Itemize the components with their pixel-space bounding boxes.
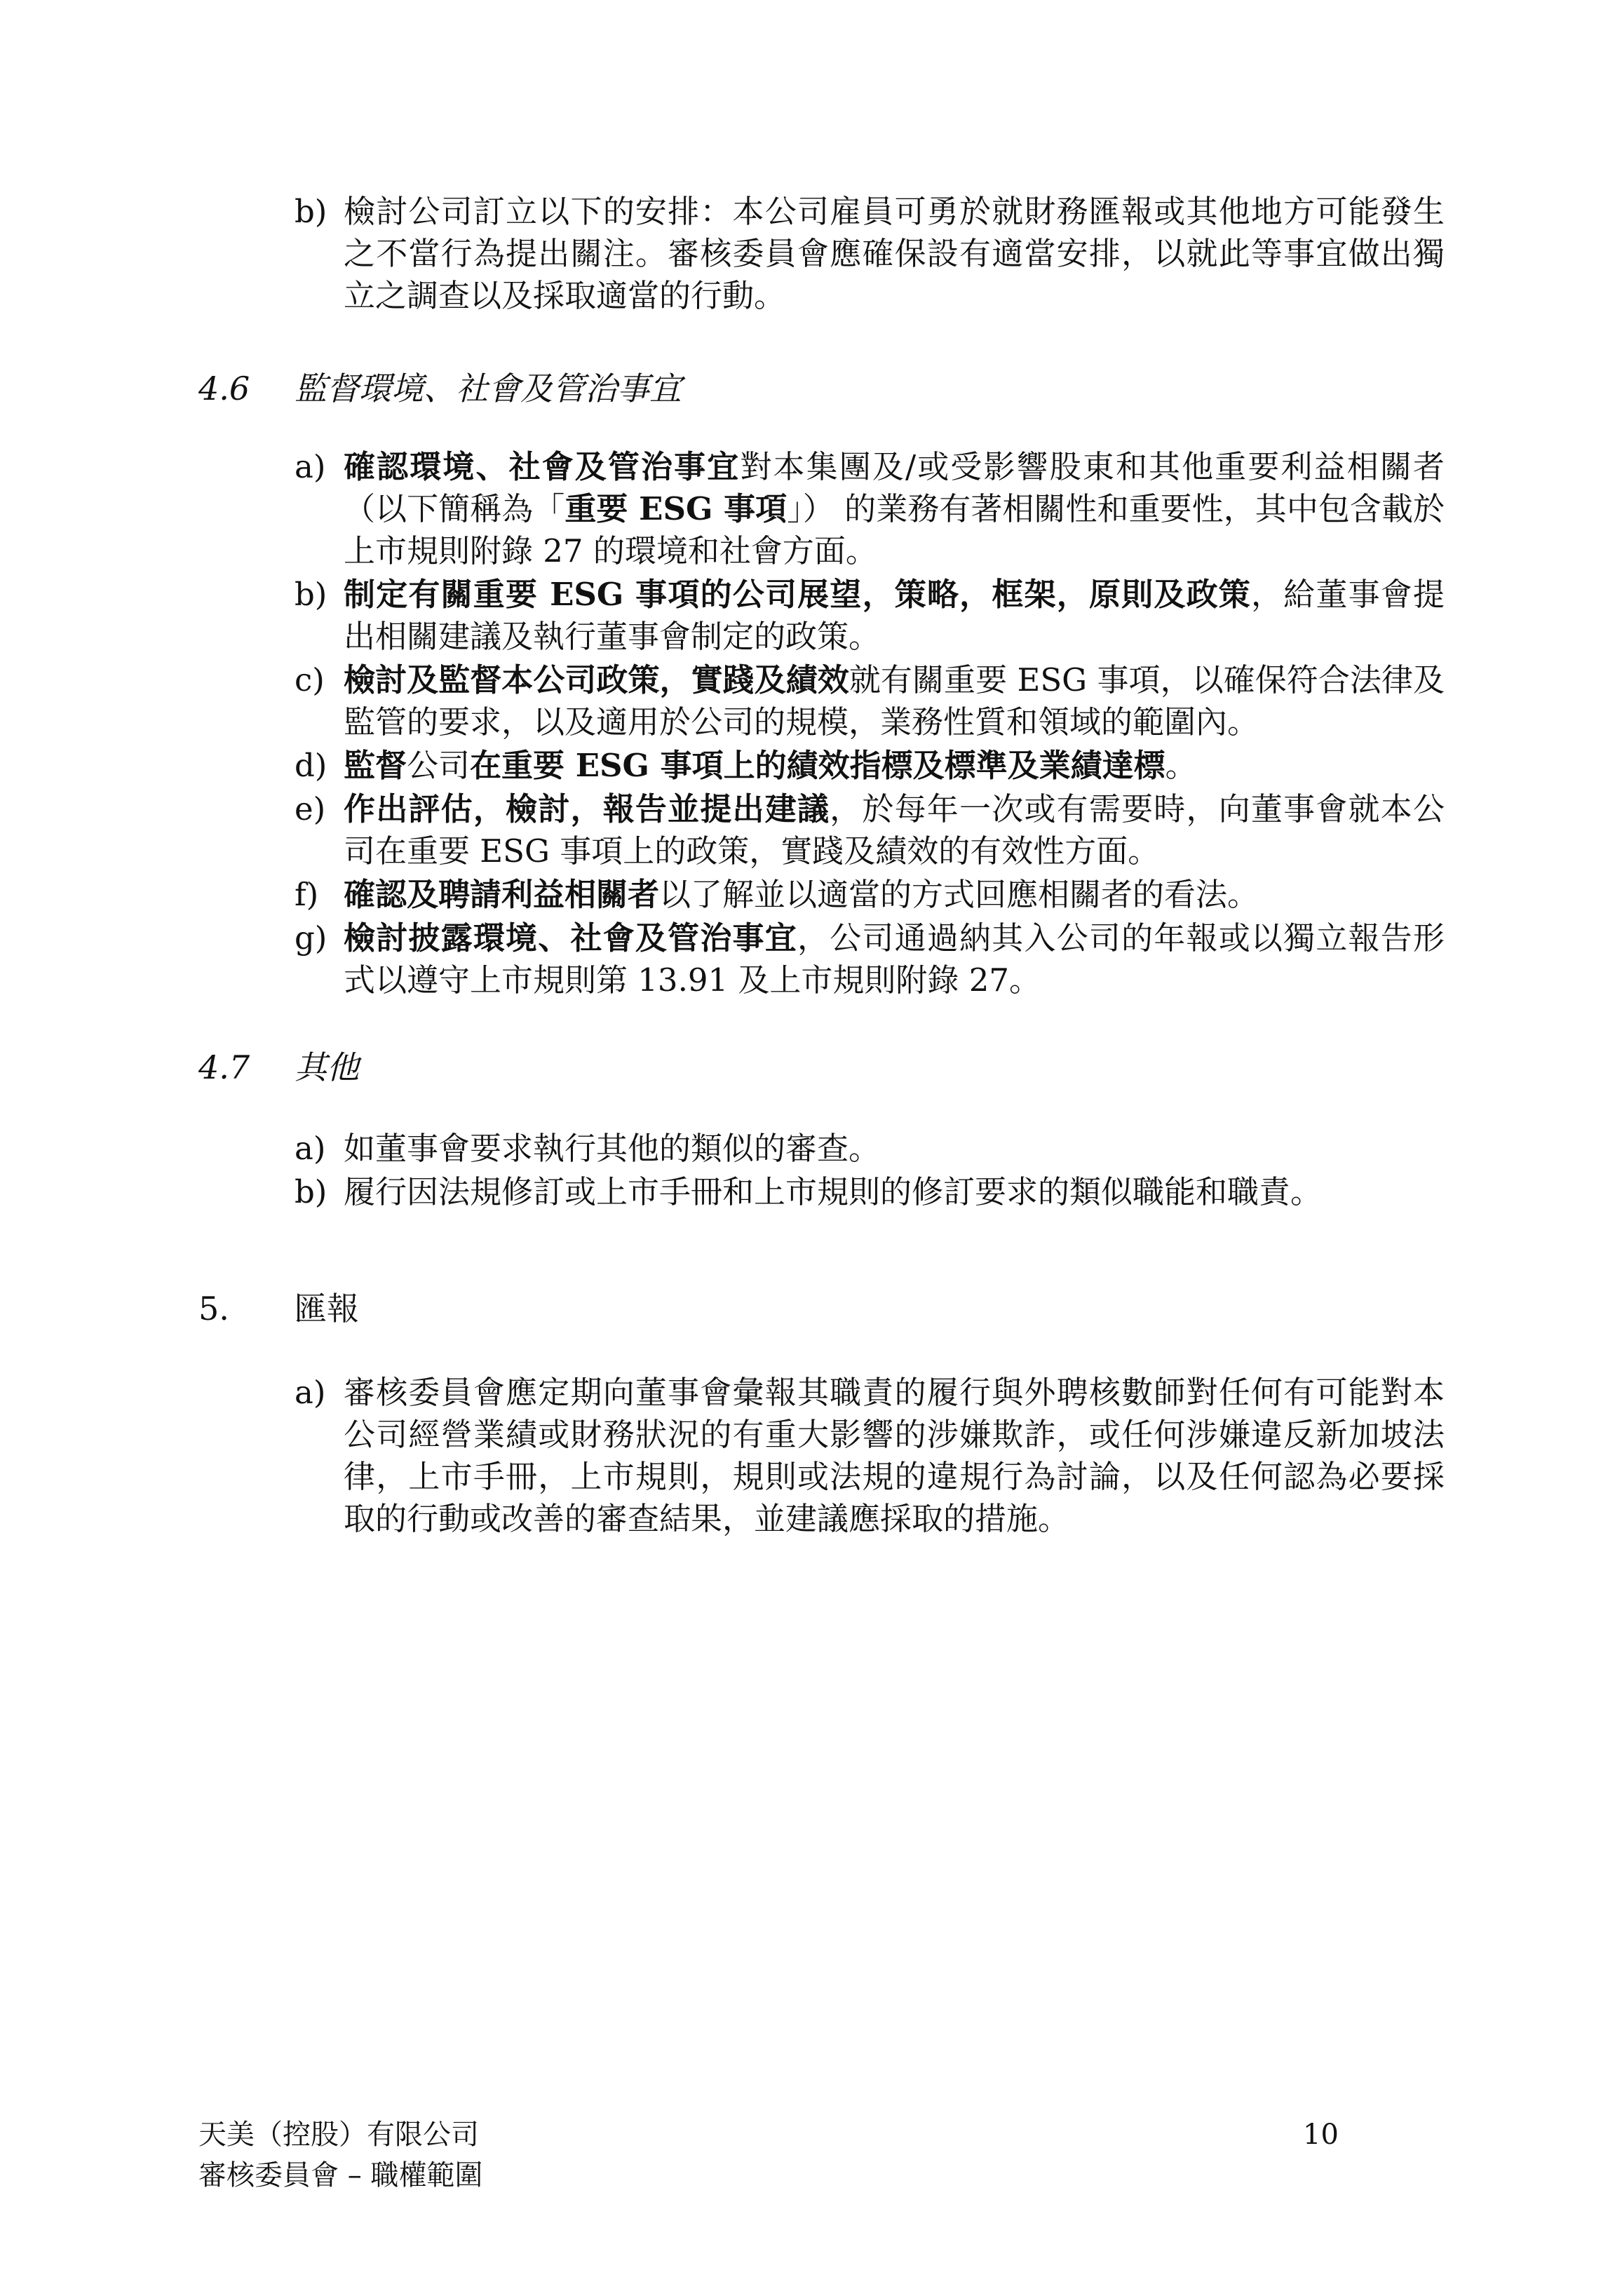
section-heading-4-7 bbox=[0, 1046, 1622, 1088]
item-text: 確認及聘請利益相關者以了解並以適當的方式回應相關者的看法。 bbox=[344, 876, 1259, 913]
list-item bbox=[295, 191, 1445, 317]
list-item bbox=[295, 788, 1445, 872]
section-title: 其他 bbox=[295, 1048, 359, 1086]
item-text: 監督公司在重要 ESG 事項上的績效指標及標準及業績達標。 bbox=[344, 747, 1197, 784]
item-bold-text: 檢討及監督本公司政策，實踐及績效 bbox=[344, 661, 849, 698]
item-marker: c) bbox=[295, 661, 325, 698]
item-bold-text: 檢討披露環境、社會及管治事宜 bbox=[344, 919, 797, 957]
item-marker: a) bbox=[295, 1374, 326, 1411]
list-item bbox=[295, 446, 1445, 572]
page-number: 10 bbox=[1303, 2119, 1339, 2151]
item-marker: g) bbox=[295, 919, 327, 957]
page-footer bbox=[198, 2114, 482, 2196]
list-item bbox=[295, 745, 1445, 787]
item-bold-text: 作出評估，檢討，報告並提出建議 bbox=[344, 790, 830, 828]
footer-subtitle: 審核委員會 – 職權範圍 bbox=[198, 2159, 483, 2192]
item-text: 檢討公司訂立以下的安排：本公司雇員可勇於就財務匯報或其他地方可能發生之不當行為提出關注。審核委員會應確保設有適當安排，以就此等事宜做出獨立之調查以及採取適當的行動。 bbox=[344, 193, 1445, 314]
list-item bbox=[295, 917, 1445, 1001]
item-bold-text: 監督 bbox=[344, 747, 407, 784]
item-marker: f) bbox=[295, 876, 319, 913]
item-marker: b) bbox=[295, 193, 327, 230]
section-heading-5 bbox=[0, 1288, 1622, 1330]
item-text: 作出評估，檢討，報告並提出建議，於每年一次或有需要時，向董事會就本公司在重要 ESG 事項上的政策，實踐及績效的有效性方面。 bbox=[344, 790, 1445, 870]
section-number: 4.7 bbox=[198, 1048, 250, 1086]
list-item bbox=[295, 659, 1445, 743]
item-text: 確認環境、社會及管治事宜對本集團及/或受影響股東和其他重要利益相關者（以下簡稱為「重要 ESG 事項」） 的業務有著相關性和重要性，其中包含載於上市規則附錄 27 的環境和社會方面。 bbox=[344, 448, 1445, 569]
item-text: 如董事會要求執行其他的類似的審查。 bbox=[344, 1130, 881, 1167]
item-bold-text: 制定有關重要 ESG 事項的公司展望，策略，框架，原則及政策 bbox=[344, 576, 1251, 613]
section-heading-4-6 bbox=[0, 367, 1622, 410]
section-title: 監督環境、社會及管治事宜 bbox=[295, 370, 682, 407]
item-text: 履行因法規修訂或上市手冊和上市規則的修訂要求的類似職能和職責。 bbox=[344, 1173, 1323, 1210]
section-number: 5. bbox=[198, 1290, 229, 1328]
section-number: 4.6 bbox=[198, 370, 250, 407]
list-item bbox=[295, 874, 1445, 916]
item-bold-text: 確認環境、社會及管治事宜 bbox=[344, 448, 741, 485]
list-item bbox=[295, 574, 1445, 658]
footer-company: 天美（控股）有限公司 bbox=[198, 2119, 479, 2151]
item-marker: e) bbox=[295, 790, 326, 828]
item-marker: d) bbox=[295, 747, 327, 784]
list-item bbox=[295, 1372, 1445, 1540]
section-title: 匯報 bbox=[295, 1290, 359, 1328]
item-marker: b) bbox=[295, 576, 327, 613]
item-bold-text: 在重要 ESG 事項上的績效指標及標準及業績達標 bbox=[470, 747, 1165, 784]
list-item bbox=[295, 1171, 1445, 1213]
item-text: 審核委員會應定期向董事會彙報其職責的履行與外聘核數師對任何有可能對本公司經營業績或財務狀況的有重大影響的涉嫌欺詐，或任何涉嫌違反新加坡法律，上市手冊，上市規則，規則或法規的違規行為討論，以及任何認為必要採取的行動或改善的審查結果，並建議應採取的措施。 bbox=[344, 1374, 1445, 1537]
item-bold-text: 重要 ESG 事項 bbox=[565, 490, 788, 527]
item-text: 制定有關重要 ESG 事項的公司展望，策略，框架，原則及政策，給董事會提出相關建議及執行董事會制定的政策。 bbox=[344, 576, 1445, 655]
item-text: 檢討及監督本公司政策，實踐及績效就有關重要 ESG 事項，以確保符合法律及監管的要求，以及適用於公司的規模，業務性質和領域的範圍內。 bbox=[344, 661, 1445, 741]
item-marker: b) bbox=[295, 1173, 327, 1210]
item-text: 檢討披露環境、社會及管治事宜，公司通過納其入公司的年報或以獨立報告形式以遵守上市規則第 13.91 及上市規則附錄 27。 bbox=[344, 919, 1445, 999]
list-item bbox=[295, 1128, 1445, 1170]
item-marker: a) bbox=[295, 1130, 326, 1167]
item-bold-text: 確認及聘請利益相關者 bbox=[344, 876, 660, 913]
item-marker: a) bbox=[295, 448, 326, 485]
